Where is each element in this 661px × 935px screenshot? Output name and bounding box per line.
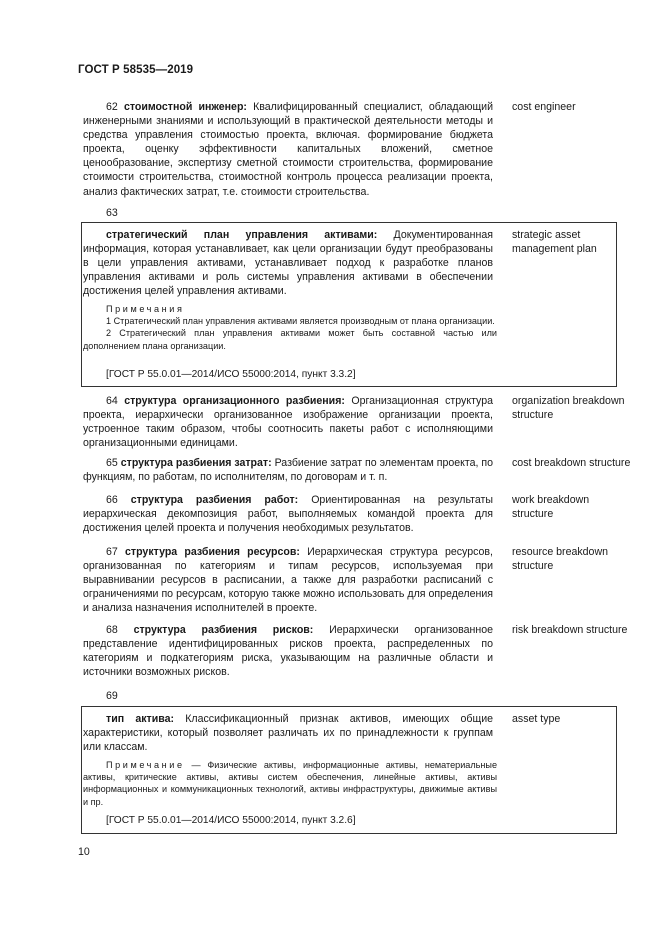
term-number: 64 [106,395,118,407]
term-number: 68 [106,624,118,636]
term-title: структура разбиения работ: [130,494,299,506]
term-title: стратегический план управления активами: [106,229,378,241]
page-number: 10 [78,846,90,858]
term-entry-66 [83,493,493,535]
note-item: 2 Стратегический план управления активами может быть составной частью или дополнением плана организации. [83,328,497,351]
term-title: структура разбиения рисков: [133,624,314,636]
term-definition: Иерархическая структура ресурсов, организованная по категориям и типам ресурсов, используемая при выравнивании ресурсов в расписании, а также для разработки расписаний с ограничениями по ресурсам, которую также можно использовать для определения и анализа назначения исполнителей в проекте. [83,546,493,615]
note-heading: Примечание [106,760,185,770]
term-number: 69 [106,690,118,702]
term-entry-62 [83,100,493,199]
term-definition: Квалифицированный специалист, обладающий инженерными знаниями и использующий в практической деятельности методы и средства управления стоимостью проекта, включая. формирование бюджета проекта, оценку эффективности капитальных вложений, сметное ценообразование, экспертизу сметной стоимости строительства, формирование стоимости строительства, стоимостной контроль процесса реализации проекта, анализ фактических затрат, т.е. стоимости строительства. [83,101,493,198]
note-dash: — [184,760,208,770]
term-definition: Разбиение затрат по элементам проекта, по функциям, по работам, по исполнителям, по договорам и т. п. [83,457,494,484]
term-entry-68 [83,623,493,679]
note-heading: Примечания [106,304,185,314]
notes-63 [83,303,497,352]
term-definition: Классификационный признак активов, имеющих общие характеристики, который позволяет различать их по принадлежности к группам или классам. [83,713,494,754]
english-equivalent: risk breakdown structure [512,624,628,636]
term-number: 67 [106,546,118,558]
term-title: структура разбиения ресурсов: [125,546,300,558]
english-equivalent: cost engineer [512,101,576,113]
note-text: Физические активы, информационные активы, нематериальные активы, критические активы, активы систем обеспечения, линейные активы, активы информационных и коммуникационных технологий, активы инфраструктуры, движимые активы и пр. [83,760,497,807]
term-definition: Иерархически организованное представление идентифицированных рисков проекта, распределенных по категориям и подкатегориям риска, указывающим на различные области и источники возможных рисков. [83,624,493,679]
english-equivalent: work breakdown structure [512,494,590,521]
term-number: 63 [106,207,118,219]
term-title: тип актива: [106,713,175,725]
term-number: 66 [106,494,118,506]
english-equivalent: resource breakdown structure [512,546,608,573]
source-reference: [ГОСТ Р 55.0.01—2014/ИСО 55000:2014, пункт 3.3.2] [106,369,356,380]
note-item: 1 Стратегический план управления активами является производным от плана организации. [106,316,495,327]
term-title: стоимостной инженер: [123,101,247,113]
notes-69 [83,759,497,808]
english-equivalent: strategic asset management plan [512,229,597,256]
term-title: структура организационного разбиения: [124,395,345,407]
english-equivalent: organization breakdown structure [512,395,625,422]
document-header: ГОСТ Р 58535—2019 [78,64,194,76]
term-definition: Документированная информация, которая устанавливает, как цели организации будут преобразованы в цели управления активами, устанавливает подход к разработке планов управления активами и роль системы управления активами в обеспечении достижения целей управления активами. [83,229,493,298]
term-title: структура разбиения затрат: [120,457,272,469]
term-entry-65 [83,456,493,484]
term-number: 62 [106,101,118,113]
term-entry-64 [83,394,493,450]
term-entry-63 [83,228,493,298]
term-definition: Ориентированная на результаты иерархическая декомпозиция работ, выполняемых командой проекта для достижения целей проекта и получения необходимых результатов. [83,494,493,535]
term-entry-69 [83,712,493,754]
english-equivalent: cost breakdown structure [512,457,631,469]
term-number: 65 [106,457,118,469]
source-reference: [ГОСТ Р 55.0.01—2014/ИСО 55000:2014, пункт 3.2.6] [106,815,356,826]
english-equivalent: asset type [512,713,561,725]
term-entry-67 [83,545,493,615]
term-definition: Организационная структура проекта, иерархически организованное изображение организации проекта, устроенное таким образом, чтобы соотносить пакеты работ с исполняющими организационными единицами. [83,395,494,450]
